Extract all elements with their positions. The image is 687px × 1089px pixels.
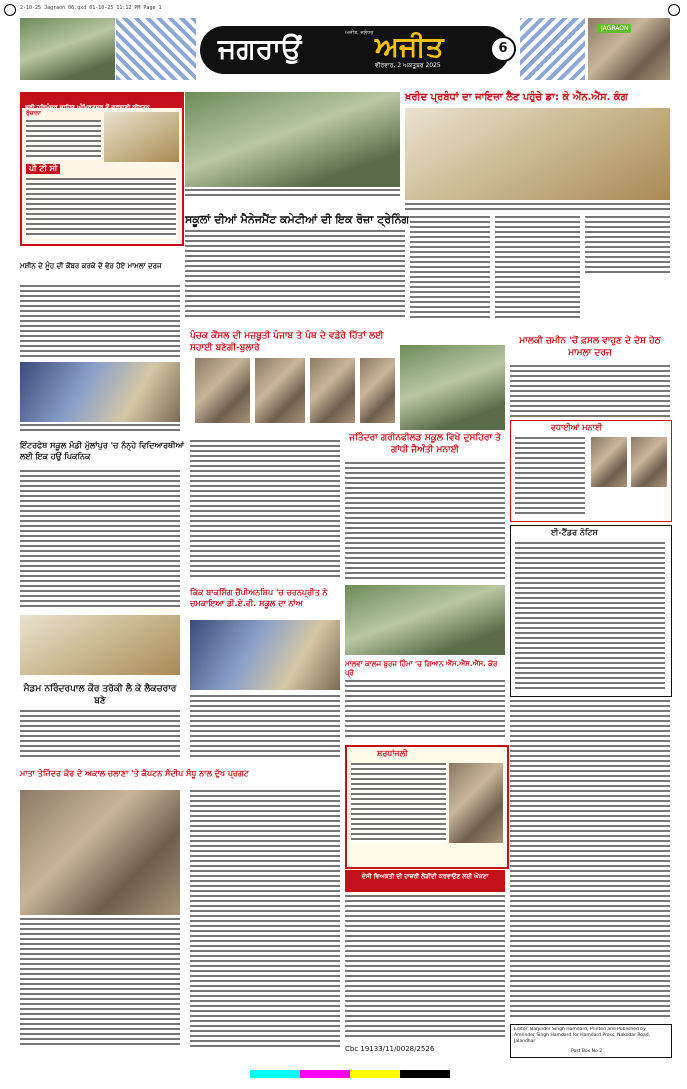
- condolence-photo: [20, 790, 180, 915]
- wedding-label: ਵਧਾਈਆਂ ਮਨਾਈ: [551, 423, 603, 432]
- speakers-photo-3: [310, 358, 355, 423]
- groom-photo: [591, 437, 627, 487]
- land-case-headline: ਮਾਲਕੀ ਜ਼ਮੀਨ 'ਚੋਂ ਫ਼ਸਲ ਵਾਹੁਣ ਦੇ ਦੋਸ਼ ਹੇਠ ਮਾਮਲਾ ਦਰਜ: [519, 336, 661, 358]
- machine-case-headline: ਮਸ਼ੀਨ ਦੇ ਮੂੰਹ ਦੀ ਕੋਂਬਰ ਕਰਕੇ ਦੋ ਵੇਰ ਹੋਏ ਮਾਮਲਾ ਦਰਜ: [20, 262, 162, 270]
- grain-market-photo: [405, 108, 670, 200]
- rally-text: [345, 680, 505, 740]
- wedding-box: [510, 420, 672, 522]
- kang-text-col1: [410, 216, 490, 320]
- cbc-notice: [345, 870, 505, 892]
- masthead-small: ਅਜੀਤ, ਜਲੰਧਰ: [345, 30, 374, 36]
- cbc-notice-head: ਦੇਸੀ ਵਿਅਕਤੀ ਦੀ ਹਾਜ਼ਰੀ ਲੋੜੀਂਦੀ ਕਰਵਾਉਣ ਲਈ ਘੋਸ਼ਣਾ: [361, 873, 489, 880]
- slug-line: [20, 4, 670, 12]
- picnic-headline: ਇੰਟਰਫੇਥ ਸਕੂਲ ਮੰਡੀ ਮੁੱਲਾਂਪੁਰ 'ਚ ਨੰਨ੍ਹੇ ਵਿਦਿਆਰਥੀਆਂ ਲਈ ਇਕ ਹਉਂ ਪਿਕਨਿਕ: [20, 441, 185, 461]
- masthead: [20, 18, 670, 88]
- speakers-photo-2: [255, 358, 305, 423]
- registration-mark-right: [668, 4, 680, 16]
- masthead-right-photo: [588, 18, 670, 80]
- left-photo-1-caption: [20, 424, 180, 434]
- left-photo-1: [20, 362, 180, 422]
- rally-headline: ਮਾਲਵਾ ਕਾਲਜ ਬੁਰਜ ਹਿੰਮਾ 'ਚ ਗਿਆਨ ਐੱਸ.ਐੱਸ.ਐੱਸ. ਕੋਰ ਪ੍ਰੋ: [345, 660, 498, 677]
- kang-text-col2: [495, 216, 580, 320]
- school-training-text: [185, 230, 405, 320]
- gandhi-jayanti-headline: ਜਤਿੰਦਰਾ ਗਰੀਨਫੀਲਡ ਸਕੂਲ ਵਿਖੇ ਦੁਸਹਿਰਾ ਤੇ ਗਾਂਧੀ ਜੈਅੰਤੀ ਮਨਾਈ: [349, 433, 501, 455]
- speakers-photo-4: [360, 358, 395, 423]
- kickboxing-photo: [190, 620, 340, 690]
- page-number: 6: [498, 41, 508, 56]
- cbc-notice-text: [345, 895, 505, 1040]
- imprint-text: Editor: Barjinder Singh Hamdard, Printed and Published by Amrinder Singh Hamdard for Hamdard Press, Nakodar Road, Jalandhar: [514, 1027, 651, 1044]
- kang-text-col3: [585, 216, 670, 276]
- gandhi-text: [345, 462, 505, 582]
- masthead-left-photo: [20, 18, 115, 80]
- cbc-footer: Cbc 19133/11/0028/2526: [345, 1045, 435, 1053]
- page-number-badge: [490, 36, 516, 62]
- gurbani-ad-text: [26, 120, 101, 160]
- wedding-text: [515, 437, 585, 517]
- school-photo-caption: [185, 189, 400, 199]
- obit-text: [351, 763, 446, 843]
- speakers-photo-1: [195, 358, 250, 423]
- gurbani-ad-sub: ਰੋਜ਼ਾਨਾ: [26, 110, 41, 117]
- imprint-box: [510, 1024, 672, 1058]
- lecturer-text: [20, 710, 180, 760]
- gurbani-ad: [20, 92, 184, 246]
- middle-col-text: [190, 440, 340, 580]
- picnic-text: [20, 470, 180, 610]
- machine-case-text: [20, 285, 180, 360]
- right-notice-text: [510, 700, 670, 1020]
- kickboxing-headline: ਕਿੱਕ ਬਾਕਸਿੰਗ ਚੈਂਪੀਅਨਸ਼ਿਪ 'ਚ ਚਰਨਪ੍ਰੀਤ ਨੇ ਚਮਕਾਇਆ ਡੀ.ਏ.ਵੀ. ਸਕੂਲ ਦਾ ਨਾਂਅ: [190, 588, 328, 608]
- kang-headline: ਖ਼ਰੀਦ ਪ੍ਰਬੰਧਾਂ ਦਾ ਜਾਇਜ਼ਾ ਲੈਣ ਪਹੁੰਚੇ ਡਾ: ਕੇ ਐੱਨ.ਐੱਸ. ਕੰਗ: [405, 92, 628, 103]
- school-committee-photo: [185, 92, 400, 187]
- punjab-panth-headline: ਪੰਚਕ ਕੌਂਸਲ ਦੀ ਮਜ਼ਬੂਤੀ ਪੰਜਾਬ ਤੇ ਪੰਥ ਦੇ ਵਡੇਰੇ ਹਿੱਤਾਂ ਲਈ ਸਹਾਈ ਬਣੇਗੀ-ਬੁਲਾਰੇ: [190, 331, 384, 353]
- obituary-box: [345, 745, 509, 869]
- tender-box: [510, 525, 672, 697]
- masthead-pattern-right: [520, 18, 585, 80]
- gurbani-ad-label2: ਪੀ ਟੀ ਸੀ: [26, 164, 60, 174]
- obit-label: ਸ਼ਰਧਾਂਜਲੀ: [377, 749, 408, 758]
- masthead-banner: [200, 26, 510, 74]
- imprint-phone: Post Box No 2: [571, 1049, 603, 1054]
- slug-text: 2-10-25 Jagraon 06.qxd 01-10-25 11:12 PM Page 1: [20, 5, 162, 11]
- condolence-text: [190, 790, 340, 1050]
- masthead-paper: ਅਜੀਤ: [375, 30, 444, 63]
- tender-label: ਈ-ਟੈਂਡਰ ਨੋਟਿਸ: [551, 528, 598, 537]
- bride-photo: [631, 437, 667, 487]
- school-training-headline: ਸਕੂਲਾਂ ਦੀਆਂ ਮੈਨੇਜਮੈਂਟ ਕਮੇਟੀਆਂ ਦੀ ਇਕ ਰੋਜ਼ਾ ਟ੍ਰੇਨਿੰਗ: [185, 213, 410, 226]
- color-bar: [250, 1070, 450, 1078]
- kickboxing-text: [190, 695, 340, 760]
- lecturer-photo: [20, 615, 180, 675]
- land-case-text: [510, 365, 670, 420]
- lecturer-headline: ਮੈਡਮ ਨਰਿੰਦਰਪਾਲ ਕੌਰ ਤਰੱਕੀ ਲੈ ਕੇ ਲੈਕਚਰਾਰ ਬਣੇ: [23, 684, 177, 706]
- gurbani-ad-banner: [22, 94, 182, 111]
- condolence-headline: ਮਾਤਾ ਤੇਜਿੰਦਰ ਕੌਰ ਦੇ ਅਕਾਲ ਚਲਾਣਾ 'ਤੇ ਕੈਪਟਨ ਸੰਦੀਪ ਸੰਧੂ ਨਾਲ ਦੁੱਖ ਪ੍ਰਗਟ: [20, 769, 249, 778]
- gurbani-ad-text2: [26, 178, 176, 238]
- masthead-date: ਵੀਰਵਾਰ, 2 ਅਕਤੂਬਰ 2025: [375, 62, 441, 69]
- masthead-city: ਜਗਰਾਉਂ: [218, 32, 302, 65]
- masthead-right-label: JAGRAON: [598, 24, 631, 33]
- kang-caption: [405, 203, 670, 213]
- golden-temple-photo: [104, 112, 179, 162]
- greenfield-school-photo: [400, 345, 505, 430]
- gurbani-ad-title: ਸ੍ਰੀ ਹਰਿਮੰਦਰ ਸਾਹਿਬ ਅੰਮ੍ਰਿਤਸਰ ਤੋਂ ਗੁਰਬਾਣੀ ਕੀਰਤਨ: [25, 104, 150, 111]
- masthead-pattern: [116, 18, 196, 80]
- registration-mark-left: [4, 4, 16, 16]
- tender-text: [515, 542, 665, 692]
- obit-photo: [449, 763, 503, 843]
- rally-photo: [345, 585, 505, 655]
- condolence-text-2: [20, 918, 180, 1048]
